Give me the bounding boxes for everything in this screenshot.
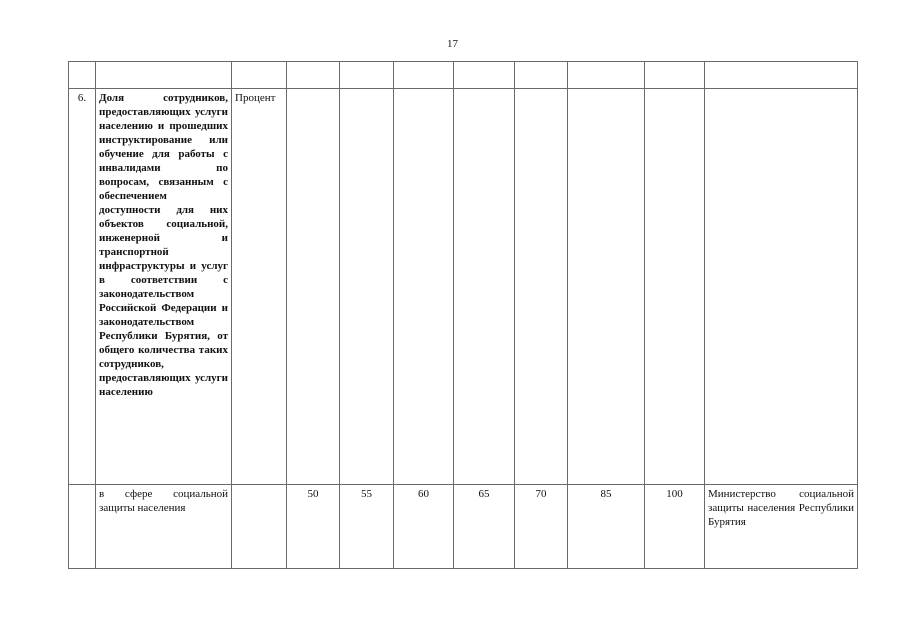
row-index: 6. <box>69 89 96 485</box>
empty-cell <box>645 89 705 485</box>
empty-cell <box>340 62 394 89</box>
value-cell: 85 <box>568 485 645 569</box>
empty-cell <box>454 62 515 89</box>
unit-of-measure: Процент <box>232 89 287 485</box>
page-number: 17 <box>447 38 458 50</box>
empty-cell <box>515 62 568 89</box>
subindicator-name: в сфере социальной защиты населения <box>96 485 232 569</box>
value-cell: 70 <box>515 485 568 569</box>
empty-cell <box>287 62 340 89</box>
value-cell: 60 <box>394 485 454 569</box>
indicator-table <box>68 61 858 569</box>
value-cell: 100 <box>645 485 705 569</box>
value-cell: 55 <box>340 485 394 569</box>
empty-cell <box>515 89 568 485</box>
empty-cell <box>340 89 394 485</box>
header-continuation-row <box>69 62 858 89</box>
empty-cell <box>96 62 232 89</box>
indicator-name: Доля сотрудников, предоставляющих услуги населению и прошедших инструктирование или обучение для работы с инвалидами по вопросам, связанным с обеспечением доступности для них объектов социальной, инженерной и транспортной инфраструктуры и услуг в соответствии с законодательством Российской Федерации и законодательством Республики Бурятия, от общего количества таких сотрудников, предоставляющих услуги населению <box>96 89 232 485</box>
empty-cell <box>394 62 454 89</box>
empty-cell <box>232 62 287 89</box>
empty-cell <box>69 62 96 89</box>
value-cell: 50 <box>287 485 340 569</box>
empty-cell <box>705 62 858 89</box>
indicator-row-6 <box>69 89 858 485</box>
empty-cell <box>454 89 515 485</box>
empty-cell <box>568 89 645 485</box>
empty-cell <box>69 485 96 569</box>
empty-cell <box>645 62 705 89</box>
empty-cell <box>287 89 340 485</box>
value-cell: 65 <box>454 485 515 569</box>
empty-cell <box>394 89 454 485</box>
empty-cell <box>232 485 287 569</box>
responsible-executor: Министерство социальной защиты населения Республики Бурятия <box>705 485 858 569</box>
empty-cell <box>705 89 858 485</box>
empty-cell <box>568 62 645 89</box>
indicator-subrow <box>69 485 858 569</box>
